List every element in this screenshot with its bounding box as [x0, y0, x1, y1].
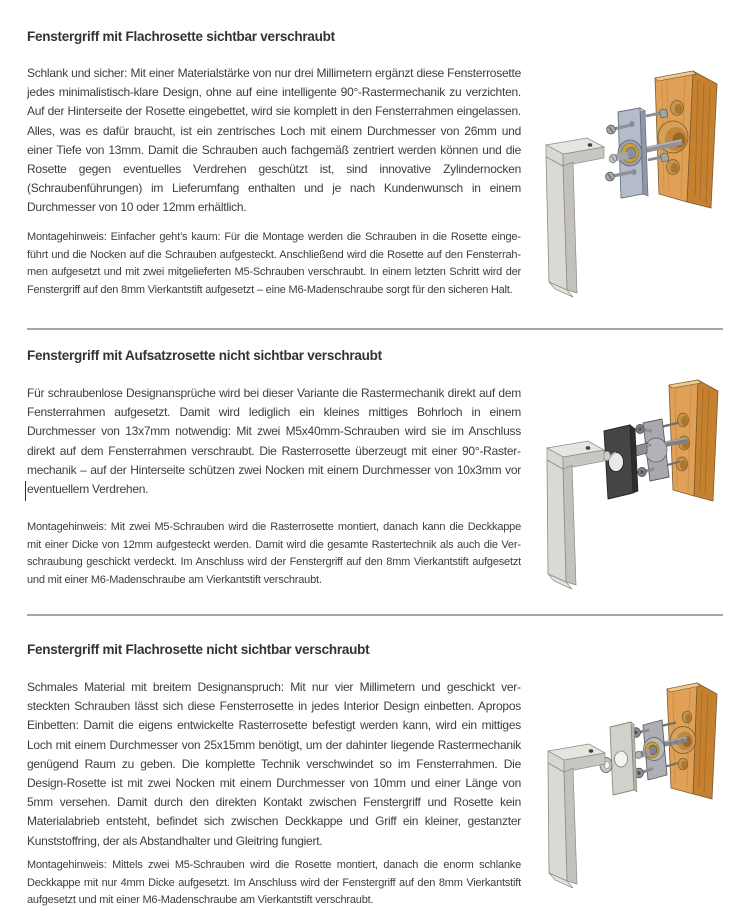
- illustration-aufsatzrosette: [530, 360, 750, 620]
- window-handle: [546, 138, 604, 297]
- text-cursor: [25, 481, 26, 501]
- section-divider: [27, 614, 723, 616]
- thin-cover-plate: [610, 722, 637, 795]
- illustration-flachrosette-sichtbar: [530, 55, 750, 315]
- section-body-3: Schmales Material mit breitem Designanspruch: Mit nur vier Millimetern und geschickt versteckten Schrauben lässt sich diese Fensterrosette in jedes Interior Design einbetten. Apropos Einbetten: Damit die eigens entwickelte Rasterrosette befestigt werden kann, wird ein mittiges Loch mit einem Durchmesser von 25x15mm benötigt, um der dahinter liegende Rastermechanik genügend Raum zu geben. Die komplette Technik verschwindet so im Fensterrahmen. Die Design-Rosette ist mit zwei Nocken mit einem Durchmesser von 10mm und einer Länge von 5mm versehen. Damit durch den direkten Kontakt zwischen Fenstergriff und Rosette kein Materialabrieb entsteht, befindet sich zwischen Deckkappe und Griff ein kleiner, gestanzter Kunststoffring, der als Abstandhalter und Gleitring fungiert.: [27, 680, 521, 848]
- window-handle: [547, 441, 610, 589]
- raster-mechanism-brass: [609, 140, 642, 166]
- window-handle: [548, 744, 605, 888]
- cover-cap-dark: [604, 425, 638, 499]
- montage-note-1: Montagehinweis: Einfacher geht’s kaum: Für die Montage werden die Schrauben in die Rosette eingeführt und die Nocken auf die Schrauben aufgesteckt. Anschließend wird die Rosette auf den Fensterrahmen aufgesetzt und mit zwei mitgelieferten M5-Schrauben verschraubt. In einem letzten Schritt wird der Fenstergriff auf den 8mm Vierkantstift aufgesetzt – eine M6-Madenschraube sorgt für den sicheren Halt.: [27, 231, 521, 296]
- section-heading-3: Fenstergriff mit Flachrosette nicht sichtbar verschraubt: [27, 642, 370, 657]
- window-frame-block: [655, 71, 717, 208]
- raster-rosette-mechanism: [632, 720, 667, 780]
- raster-rosette-mechanism: [636, 419, 669, 481]
- section-body-2: Für schraubenlose Designansprüche wird bei dieser Variante die Rastermechanik direkt auf dem Fensterrahmen aufgesetzt. Damit wird lediglich ein kleines mittiges Bohrloch in einem Durchmesser von 13x7mm notwendig: Mit zwei M5x40mm-Schrauben wird sie im Anschluss direkt auf dem Fensterrahmen verschraubt. Die Rasterrosette überzeugt mit einer 90°-Rastermechanik – auf der Hinterseite schützen zwei Nocken mit einem Durchmesser von 10x3mm vor eventuellem Verdrehen.: [27, 386, 521, 497]
- illustration-flachrosette-nicht-sichtbar: [530, 660, 750, 922]
- montage-note-3: Montagehinweis: Mittels zwei M5-Schrauben wird die Rosette montiert, danach die enorm schlanke Deckkappe mit nur 4mm Dicke aufgesetzt. Im Anschluss wird der Fenstergriff auf den 8mm Vierkantstift aufgesetzt und mit einer M6-Madenschraube am Vierkantstift verschraubt.: [27, 859, 521, 906]
- section-heading-2: Fenstergriff mit Aufsatzrosette nicht sichtbar verschraubt: [27, 348, 382, 363]
- montage-note-2: Montagehinweis: Mit zwei M5-Schrauben wird die Rasterrosette montiert, danach kann die Deckkappe mit einer Dicke von 12mm aufgesteckt werden. Damit wird die gesamte Rastertechnik als auch die Verschraubung geschickt verdeckt. Im Anschluss wird der Fenstergriff auf den 8mm Vierkantstift aufgesetzt und mit einer M6-Madenschraube am Vierkantstift verschraubt.: [27, 521, 521, 586]
- section-body-1: Schlank und sicher: Mit einer Materialstärke von nur drei Millimetern ergänzt diese Fensterrosette jedes minimalistisch-klare Design, ohne auf eine intelligente 90°-Rastermechanik zu verzichten. Auf der Hinterseite der Rosette eingebettet, wird sie komplett in den Fensterrahmen eingelassen. Alles, was es dafür braucht, ist ein zentrisches Loch mit einem Durchmesser von 26mm und einer Tiefe von 13mm. Damit die Schrauben auch fachgemäß zentriert werden können und die Rosette gegen eventuelles Verdrehen geschützt ist, sind innovative Zylindernocken (Schraubenführungen) im Lieferumfang enthalten und je nach Kundenwunsch in einem Durchmesser von 10 oder 12mm erhältlich.: [27, 66, 521, 215]
- section-heading-1: Fenstergriff mit Flachrosette sichtbar verschraubt: [27, 29, 335, 44]
- section-divider: [27, 328, 723, 330]
